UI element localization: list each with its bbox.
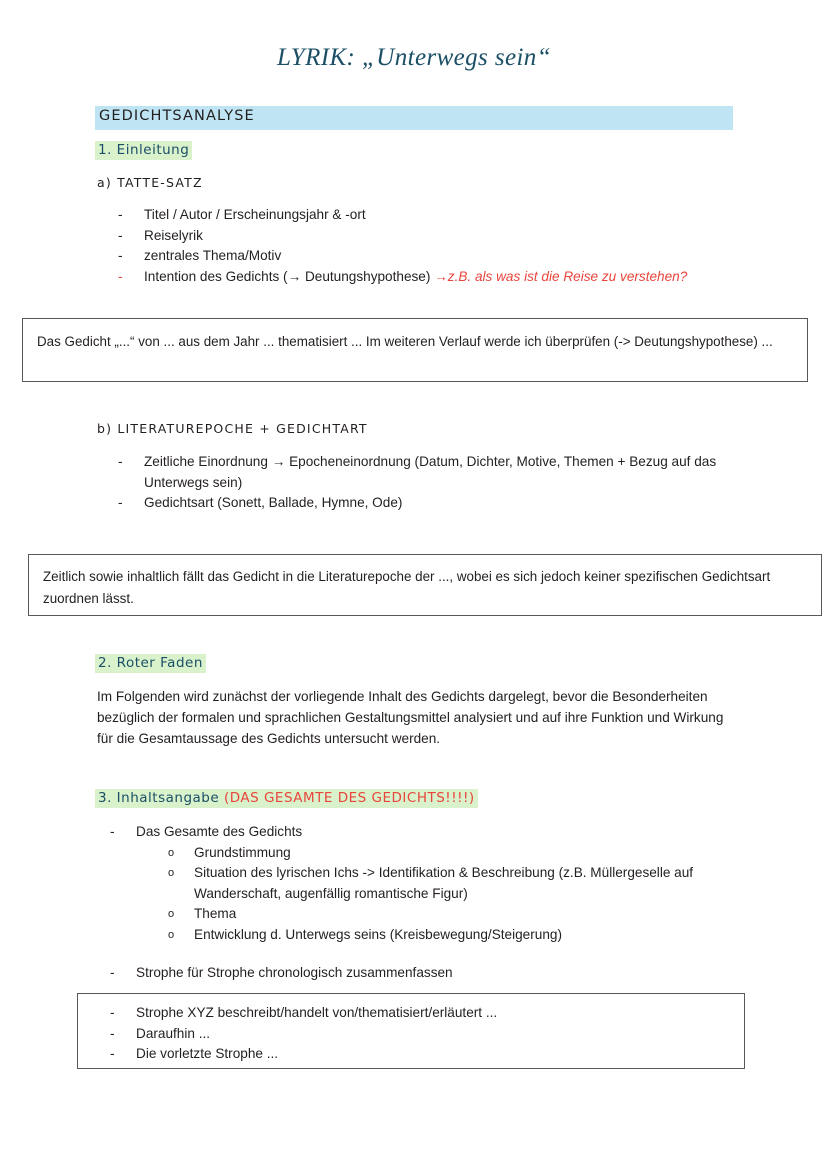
heading-inhaltsangabe-label: 3. Inhaltsangabe bbox=[98, 790, 224, 806]
bullet-marker-circle: o bbox=[168, 928, 175, 941]
list-item-text: Entwicklung d. Unterwegs seins (Kreisbewegung/Steigerung) bbox=[194, 926, 562, 942]
list-item-text bbox=[144, 267, 718, 288]
list-item-text: Titel / Autor / Erscheinungsjahr & -ort bbox=[144, 207, 366, 222]
list-item-text: Thema bbox=[194, 906, 237, 921]
list-item-text: zentrales Thema/Motiv bbox=[144, 248, 282, 263]
list-item-sub bbox=[110, 863, 740, 904]
bullet-marker: - bbox=[110, 1046, 115, 1061]
list-item-text: Zeitliche Einordnung → Epocheneinordnung (Datum, Dichter, Motive, Themen + Bezug auf das Unterwegs sein) bbox=[144, 454, 717, 490]
arrow-right-icon: → bbox=[434, 268, 448, 284]
list-epoche bbox=[118, 452, 738, 514]
list-inhaltsangabe bbox=[110, 822, 740, 945]
heading-einleitung bbox=[95, 141, 192, 160]
bullet-marker: - bbox=[110, 1025, 115, 1041]
bullet-marker-red: - bbox=[118, 268, 123, 284]
heading-literaturepoche: b) LITERATUREPOCHE + GEDICHTART bbox=[97, 421, 368, 436]
heading-roter-faden-label: 2. Roter Faden bbox=[98, 655, 203, 671]
bullet-marker: - bbox=[118, 227, 123, 243]
bullet-marker: - bbox=[110, 1005, 115, 1020]
bullet-marker: - bbox=[118, 495, 123, 510]
bullet-marker: - bbox=[110, 824, 115, 839]
list-item-text: Das Gesamte des Gedichts bbox=[136, 824, 303, 839]
heading-einleitung-label: 1. Einleitung bbox=[98, 142, 190, 158]
list-item bbox=[118, 452, 738, 493]
bullet-marker: - bbox=[118, 207, 123, 222]
example-box-text: Das Gedicht „...“ von ... aus dem Jahr ... thematisiert ... Im weiteren Verlauf werde ich überprüfen (-> Deutungshypothese) ... bbox=[37, 334, 773, 349]
heading-inhaltsangabe bbox=[95, 789, 478, 808]
list-item bbox=[118, 226, 718, 247]
list-item bbox=[110, 822, 740, 843]
bullet-marker: - bbox=[118, 248, 123, 263]
list-item-text: Strophe für Strophe chronologisch zusammenfassen bbox=[136, 965, 453, 980]
section-bar-gedichtsanalyse bbox=[95, 106, 733, 130]
example-box-text: Zeitlich sowie inhaltlich fällt das Gedicht in die Literaturepoche der ..., wobei es sich jedoch keiner spezifischen Gedichtsart zuordnen lässt. bbox=[43, 569, 771, 606]
heading-inhaltsangabe-note: (DAS GESAMTE DES GEDICHTS!!!!) bbox=[223, 790, 475, 806]
list-item-text: Situation des lyrischen Ichs -> Identifikation & Beschreibung (z.B. Müllergeselle auf Wanderschaft, augenfällig romantische Figur) bbox=[194, 865, 694, 901]
list-item bbox=[118, 493, 738, 514]
list-item-sub bbox=[110, 904, 740, 925]
list-strophe bbox=[110, 963, 710, 984]
list-tatte bbox=[118, 205, 718, 287]
bullet-marker-circle: o bbox=[168, 846, 175, 859]
example-box-einleitung bbox=[22, 318, 808, 382]
bullet-marker-circle: o bbox=[168, 908, 175, 920]
list-item bbox=[110, 1003, 748, 1024]
intention-text-red: z.B. als was ist die Reise zu verstehen? bbox=[447, 268, 688, 284]
heading-tatte-satz: a) TATTE-SATZ bbox=[97, 175, 203, 190]
example-box-epoche bbox=[28, 554, 822, 616]
bullet-marker: - bbox=[110, 965, 115, 980]
list-item-text: Strophe XYZ beschreibt/handelt von/thematisiert/erläutert ... bbox=[136, 1005, 498, 1020]
list-item-text: Gedichtsart (Sonett, Ballade, Hymne, Ode) bbox=[144, 495, 403, 510]
list-item bbox=[110, 1024, 748, 1045]
list-box3 bbox=[110, 1003, 748, 1065]
bullet-marker: - bbox=[118, 454, 123, 469]
intention-text-black: Intention des Gedichts (→ Deutungshypothese) bbox=[144, 268, 435, 284]
list-item bbox=[118, 205, 718, 226]
list-item-text: Grundstimmung bbox=[194, 844, 291, 860]
paragraph-roter-faden: Im Folgenden wird zunächst der vorliegende Inhalt des Gedichts dargelegt, bevor die Besonderheiten bezüglich der formalen und sprachlichen Gestaltungsmittel analysiert und auf ihre Funktion und Wirkung für die Gesamtaussage des Gedichts untersucht werden. bbox=[97, 689, 724, 746]
bullet-marker-circle: o bbox=[168, 867, 175, 879]
list-item bbox=[110, 1044, 748, 1065]
heading-roter-faden bbox=[95, 654, 206, 673]
list-item-text: Die vorletzte Strophe ... bbox=[136, 1046, 279, 1061]
list-item-text: Daraufhin ... bbox=[136, 1025, 211, 1041]
page-title: LYRIK: „Unterwegs sein“ bbox=[276, 44, 551, 71]
list-item-sub bbox=[110, 843, 740, 864]
list-item bbox=[118, 246, 718, 267]
list-item-intention bbox=[118, 267, 718, 288]
example-box-strophen bbox=[77, 993, 745, 1069]
list-item-sub bbox=[110, 925, 740, 946]
section-bar-label: GEDICHTSANALYSE bbox=[99, 108, 255, 124]
list-item-text: Reiselyrik bbox=[144, 227, 203, 243]
list-item bbox=[110, 963, 710, 984]
